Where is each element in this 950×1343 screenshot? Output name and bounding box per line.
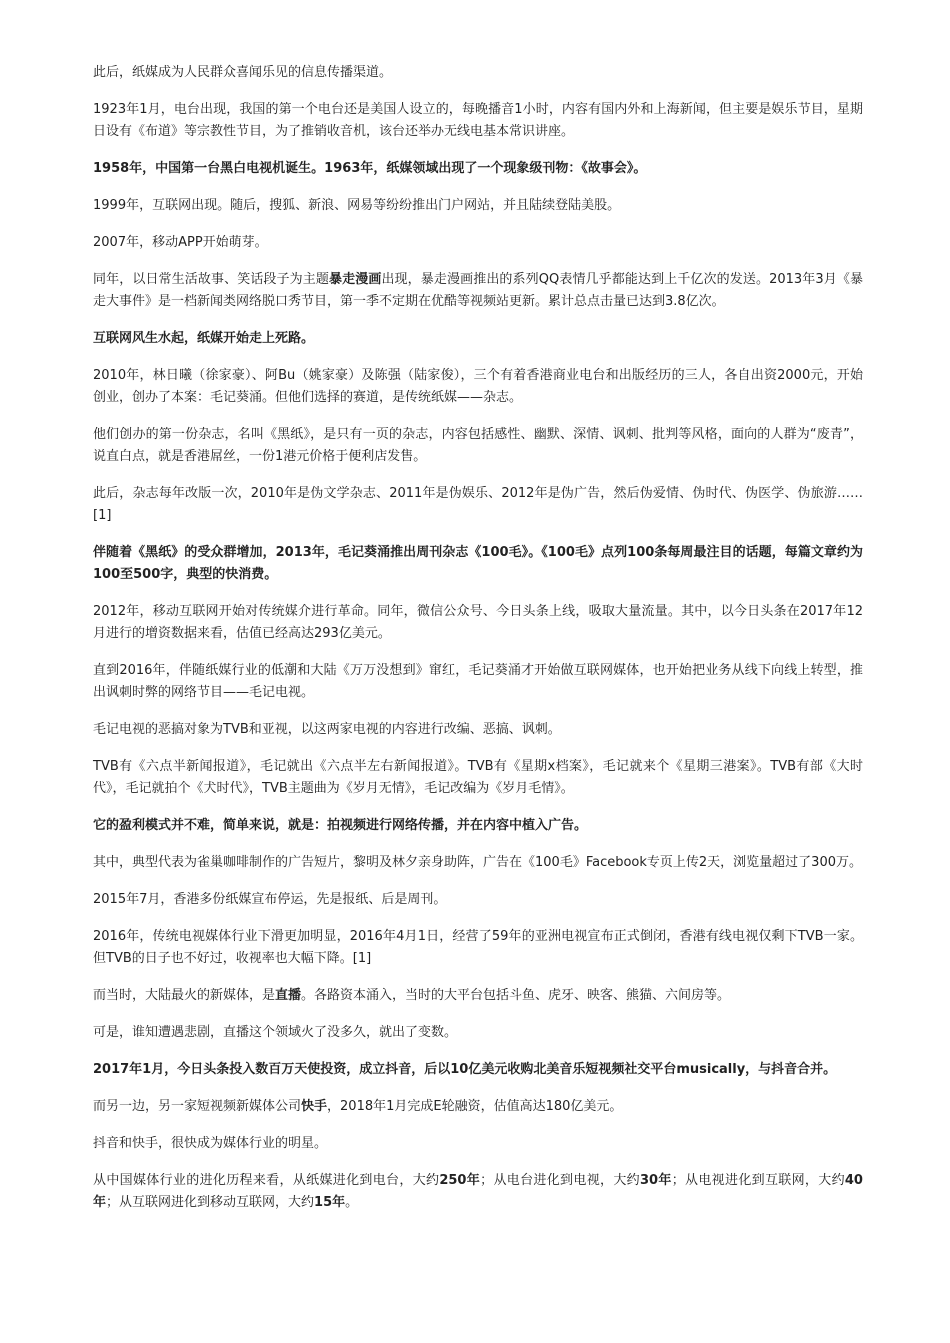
- paragraph: [93, 1170, 863, 1214]
- paragraph: [93, 926, 863, 970]
- paragraph: [93, 756, 863, 800]
- paragraph: [93, 660, 863, 704]
- paragraph: [93, 852, 863, 874]
- bold-paragraph: [93, 542, 863, 586]
- emphasis-text: 250年: [439, 1173, 481, 1188]
- emphasis-text: 快手: [301, 1099, 328, 1114]
- emphasis-text: 直播: [275, 988, 302, 1003]
- emphasis-text: 它的盈利模式并不难，简单来说，就是：拍视频进行网络传播，并在内容中植入广告。: [93, 818, 588, 833]
- paragraph-text: 可是，谁知遭遇悲剧，直播这个领域火了没多久，就出了变数。: [93, 1025, 458, 1040]
- paragraph-text: 2012年，移动互联网开始对传统媒介进行革命。同年，微信公众号、今日头条上线，吸取大量流量。其中，以今日头条在2017年12月进行的增资数据来看，估值已经高达293亿美元。: [93, 604, 863, 641]
- paragraph-text: ；从互联网进化到移动互联网，大约: [106, 1195, 315, 1210]
- bold-paragraph: [93, 328, 863, 350]
- paragraph-text: 其中，典型代表为雀巢咖啡制作的广告短片，黎明及林夕亲身助阵，广告在《100毛》Facebook专页上传2天，浏览量超过了300万。: [93, 855, 862, 870]
- paragraph-text: ，2018年1月完成E轮融资，估值高达180亿美元。: [327, 1099, 623, 1114]
- paragraph-text: 。各路资本涌入，当时的大平台包括斗鱼、虎牙、映客、熊猫、六间房等。: [301, 988, 731, 1003]
- paragraph: [93, 985, 863, 1007]
- paragraph-text: 2015年7月，香港多份纸媒宣布停运，先是报纸、后是周刊。: [93, 892, 447, 907]
- paragraph-text: 毛记电视的恶搞对象为TVB和亚视，以这两家电视的内容进行改编、恶搞、讽刺。: [93, 722, 561, 737]
- paragraph-text: ；从电视进化到互联网，大约: [671, 1173, 845, 1188]
- paragraph-text: 直到2016年，伴随纸媒行业的低潮和大陆《万万没想到》窜红，毛记葵涌才开始做互联网媒体，也开始把业务从线下向线上转型，推出讽刺时弊的网络节目——毛记电视。: [93, 663, 863, 700]
- paragraph: [93, 1022, 863, 1044]
- paragraph: [93, 1096, 863, 1118]
- paragraph: [93, 483, 863, 527]
- paragraph: [93, 62, 863, 84]
- paragraph-text: 同年，以日常生活故事、笑话段子为主题: [93, 272, 329, 287]
- paragraph-text: 而另一边，另一家短视频新媒体公司: [93, 1099, 302, 1114]
- paragraph-text: 此后，纸媒成为人民群众喜闻乐见的信息传播渠道。: [93, 65, 393, 80]
- paragraph: [93, 424, 863, 468]
- paragraph-list: [93, 62, 863, 1214]
- emphasis-text: 2017年1月，今日头条投入数百万天使投资，成立抖音，后以10亿美元收购北美音乐短视频社交平台musically，与抖音合并。: [93, 1062, 837, 1077]
- emphasis-text: 互联网风生水起，纸媒开始走上死路。: [93, 331, 315, 346]
- paragraph-text: 此后，杂志每年改版一次，2010年是伪文学杂志、2011年是伪娱乐、2012年是伪广告，然后伪爱情、伪时代、伪医学、伪旅游……[1]: [93, 486, 863, 523]
- emphasis-text: 30年: [639, 1173, 672, 1188]
- paragraph: [93, 719, 863, 741]
- paragraph-text: 2016年，传统电视媒体行业下滑更加明显，2016年4月1日，经营了59年的亚洲电视宣布正式倒闭，香港有线电视仅剩下TVB一家。但TVB的日子也不好过，收视率也大幅下降。[1]: [93, 929, 863, 966]
- paragraph-text: 从中国媒体行业的进化历程来看，从纸媒进化到电台，大约: [93, 1173, 440, 1188]
- bold-paragraph: [93, 1059, 863, 1081]
- paragraph-text: 2007年，移动APP开始萌芽。: [93, 235, 268, 250]
- paragraph: [93, 889, 863, 911]
- paragraph-text: 抖音和快手，很快成为媒体行业的明星。: [93, 1136, 328, 1151]
- paragraph: [93, 601, 863, 645]
- paragraph-text: 1999年，互联网出现。随后，搜狐、新浪、网易等纷纷推出门户网站，并且陆续登陆美股。: [93, 198, 621, 213]
- paragraph: [93, 269, 863, 313]
- emphasis-text: 15年: [314, 1195, 346, 1210]
- paragraph: [93, 195, 863, 217]
- emphasis-text: 暴走漫画: [328, 272, 382, 287]
- paragraph: [93, 99, 863, 143]
- paragraph-text: 。: [345, 1195, 359, 1210]
- emphasis-text: 1958年，中国第一台黑白电视机诞生。1963年，纸媒领域出现了一个现象级刊物：《故事会》。: [93, 161, 647, 176]
- paragraph-text: 而当时，大陆最火的新媒体，是: [93, 988, 276, 1003]
- paragraph-text: ；从电台进化到电视，大约: [480, 1173, 640, 1188]
- paragraph-text: 2010年，林日曦（徐家豪）、阿Bu（姚家豪）及陈强（陆家俊），三个有着香港商业电台和出版经历的三人，各自出资2000元，开始创业，创办了本案：毛记葵涌。但他们选择的赛道，是传统纸媒——杂志。: [93, 368, 863, 405]
- paragraph: [93, 232, 863, 254]
- article-body: [93, 62, 863, 1229]
- bold-paragraph: [93, 815, 863, 837]
- emphasis-text: 伴随着《黑纸》的受众群增加，2013年，毛记葵涌推出周刊杂志《100毛》。《100毛》点列100条每周最注目的话题，每篇文章约为100至500字，典型的快消费。: [93, 545, 863, 582]
- paragraph-text: TVB有《六点半新闻报道》，毛记就出《六点半左右新闻报道》。TVB有《星期x档案》，毛记就来个《星期三港案》。TVB有部《大时代》，毛记就拍个《犬时代》，TVB主题曲为《岁月无情》，毛记改编为《岁月毛情》。: [93, 759, 863, 796]
- bold-paragraph: [93, 158, 863, 180]
- paragraph: [93, 1133, 863, 1155]
- paragraph: [93, 365, 863, 409]
- paragraph-text: 出现，暴走漫画推出的系列QQ表情几乎都能达到上千亿次的发送。2013年3月《暴走大事件》是一档新闻类网络脱口秀节目，第一季不定期在优酷等视频站更新。累计总点击量已达到3.8亿次。: [93, 272, 863, 309]
- paragraph-text: 他们创办的第一份杂志，名叫《黑纸》，是只有一页的杂志，内容包括感性、幽默、深情、讽刺、批判等风格，面向的人群为“废青”，说直白点，就是香港屌丝，一份1港元价格于便利店发售。: [93, 427, 863, 464]
- emphasis-text: 40年: [93, 1173, 863, 1210]
- paragraph-text: 1923年1月，电台出现，我国的第一个电台还是美国人设立的，每晚播音1小时，内容有国内外和上海新闻，但主要是娱乐节目，星期日设有《布道》等宗教性节目，为了推销收音机，该台还举办无线电基本常识讲座。: [93, 102, 863, 139]
